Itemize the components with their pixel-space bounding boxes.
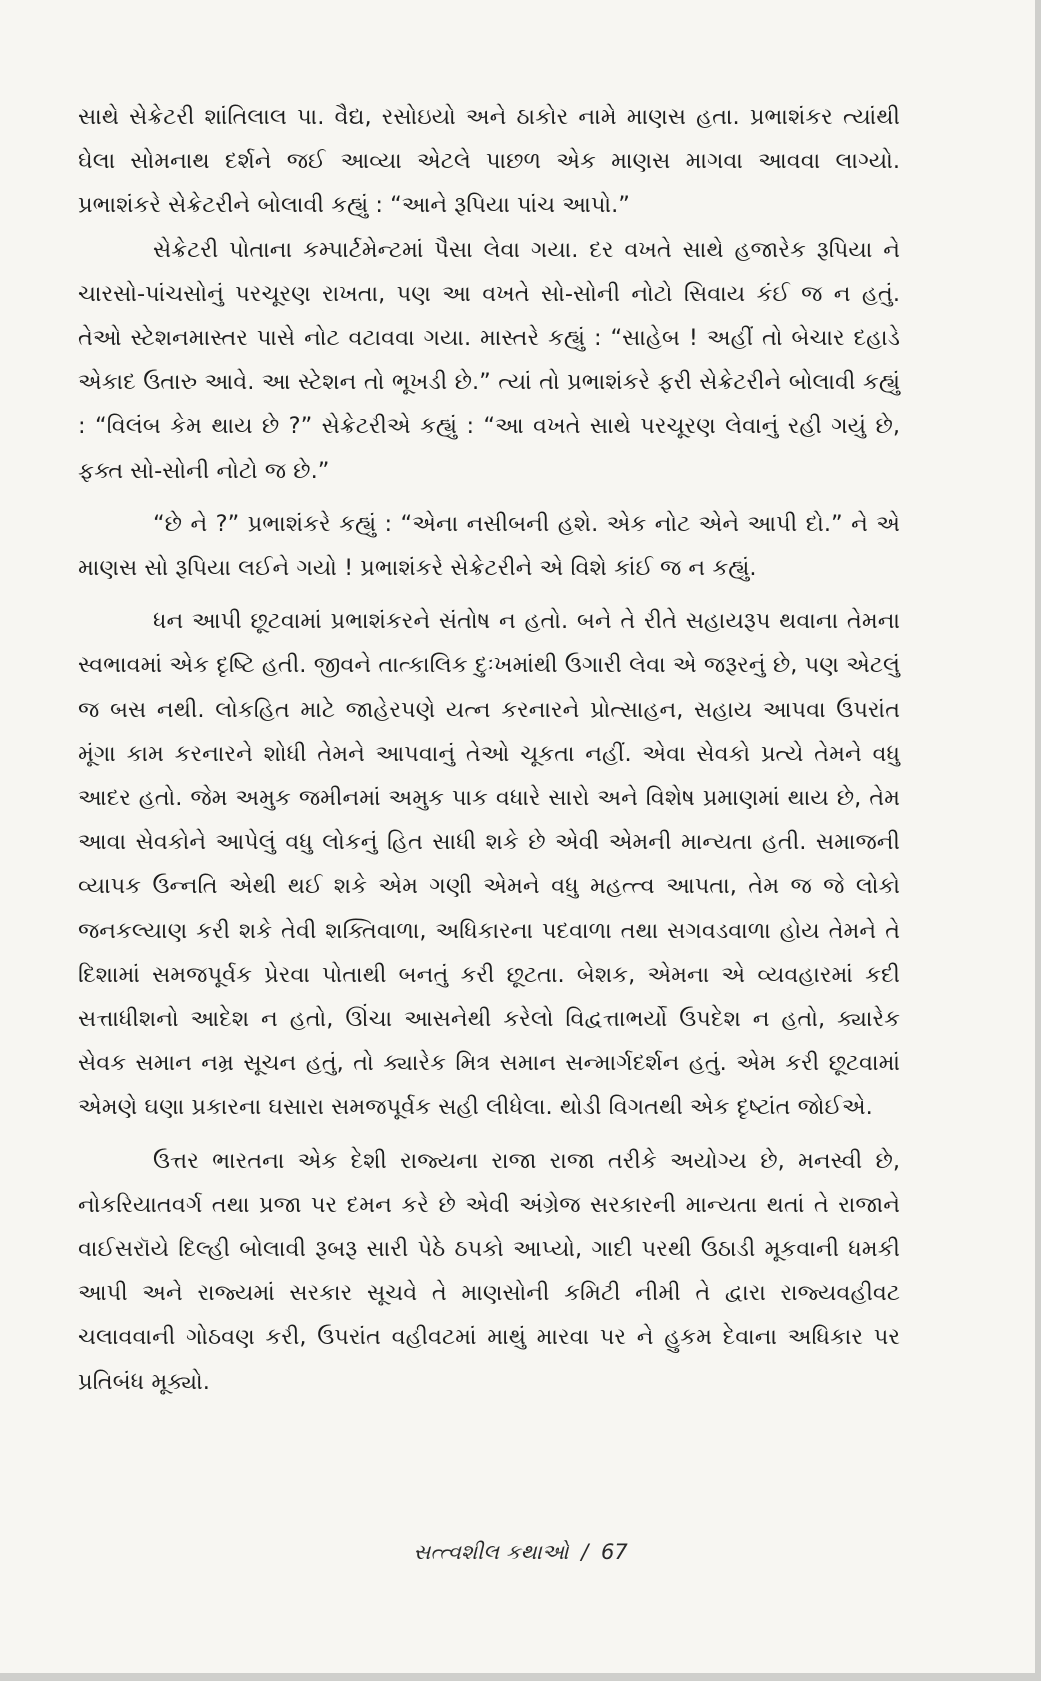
footer-separator: / xyxy=(581,1540,589,1564)
paragraph-5: ઉત્તર ભારતના એક દેશી રાજ્યના રાજા રાજા તરીકે અયોગ્ય છે, મનસ્વી છે, નોકરિયાતવર્ગ તથા પ્રજા પર દમન કરે છે એવી અંગ્રેજ સરકારની માન્યતા થતાં તે રાજાને વાઈસરૉયે દિલ્હી બોલાવી રૂબરૂ સારી પેઠે ઠપકો આપ્યો, ગાદી પરથી ઉઠાડી મૂકવાની ધમકી આપી અને રાજ્યમાં સરકાર સૂચવે તે માણસોની કમિટી નીમી તે દ્વારા રાજ્યવહીવટ ચલાવવાની ગોઠવણ કરી, ઉપરાંત વહીવટમાં માથું મારવા પર ને હુકમ દેવાના અધિકાર પર પ્રતિબંધ મૂક્યો. xyxy=(78,1147,900,1395)
book-title: સત્ત્વશીલ કથાઓ xyxy=(413,1540,569,1564)
page-number: 67 xyxy=(600,1540,628,1564)
paragraph-2: સેક્રેટરી પોતાના કમ્પાર્ટમેન્ટમાં પૈસા લેવા ગયા. દર વખતે સાથે હજારેક રૂપિયા ને ચારસો-પાંચસોનું પરચૂરણ રાખતા, પણ આ વખતે સો-સોની નોટો સિવાય કંઈ જ ન હતું. તેઓ સ્ટેશનમાસ્તર પાસે નોટ વટાવવા ગયા. માસ્તરે કહ્યું : “સાહેબ ! અહીં તો બેચાર દહાડે એકાદ ઉતારુ આવે. આ સ્ટેશન તો ભૂખડી છે.” ત્યાં તો પ્રભાશંકરે ફરી સેક્રેટરીને બોલાવી કહ્યું : “વિલંબ કેમ થાય છે ?” સેક્રેટરીએ કહ્યું : “આ વખતે સાથે પરચૂરણ લેવાનું રહી ગયું છે, ફક્ત સો-સોની નોટો જ છે.” xyxy=(78,236,900,484)
page-body xyxy=(78,95,900,1404)
paragraph-3: “છે ને ?” પ્રભાશંકરે કહ્યું : “એના નસીબની હશે. એક નોટ એને આપી દો.” ને એ માણસ સો રૂપિયા લઈને ગયો ! પ્રભાશંકરે સેક્રેટરીને એ વિશે કાંઈ જ ન કહ્યું. xyxy=(78,510,900,582)
page-footer xyxy=(0,1540,1041,1565)
paragraph-1: સાથે સેક્રેટરી શાંતિલાલ પા. વૈદ્ય, રસોઇયો અને ઠાકોર નામે માણસ હતા. પ્રભાશંકર ત્યાંથી ઘેલા સોમનાથ દર્શને જઈ આવ્યા એટલે પાછળ એક માણસ માગવા આવવા લાગ્યો. પ્રભાશંકરે સેક્રેટરીને બોલાવી કહ્યું : “આને રૂપિયા પાંચ આપો.” xyxy=(78,104,900,219)
paragraph-4: ધન આપી છૂટવામાં પ્રભાશંકરને સંતોષ ન હતો. બને તે રીતે સહાયરૂપ થવાના તેમના સ્વભાવમાં એક દૃષ્ટિ હતી. જીવને તાત્કાલિક દુઃખમાંથી ઉગારી લેવા એ જરૂરનું છે, પણ એટલું જ બસ નથી. લોકહિત માટે જાહેરપણે યત્ન કરનારને પ્રોત્સાહન, સહાય આપવા ઉપરાંત મૂંગા કામ કરનારને શોધી તેમને આપવાનું તેઓ ચૂકતા નહીં. એવા સેવકો પ્રત્યે તેમને વધુ આદર હતો. જેમ અમુક જમીનમાં અમુક પાક વધારે સારો અને વિશેષ પ્રમાણમાં થાય છે, તેમ આવા સેવકોને આપેલું વધુ લોકનું હિત સાધી શકે છે એવી એમની માન્યતા હતી. સમાજની વ્યાપક ઉન્નતિ એથી થઈ શકે એમ ગણી એમને વધુ મહત્ત્વ આપતા, તેમ જ જે લોકો જનકલ્યાણ કરી શકે તેવી શક્તિવાળા, અધિકારના પદવાળા તથા સગવડવાળા હોય તેમને તે દિશામાં સમજપૂર્વક પ્રેરવા પોતાથી બનતું કરી છૂટતા. બેશક, એમના એ વ્યવહારમાં કદી સત્તાધીશનો આદેશ ન હતો, ઊંચા આસનેથી કરેલો વિદ્વત્તાભર્યો ઉપદેશ ન હતો, ક્યારેક સેવક સમાન નમ્ર સૂચન હતું, તો ક્યારેક મિત્ર સમાન સન્માર્ગદર્શન હતું. એમ કરી છૂટવામાં એમણે ઘણા પ્રકારના ઘસારા સમજપૂર્વક સહી લીધેલા. થોડી વિગતથી એક દૃષ્ટાંત જોઈએ. xyxy=(78,608,900,1121)
